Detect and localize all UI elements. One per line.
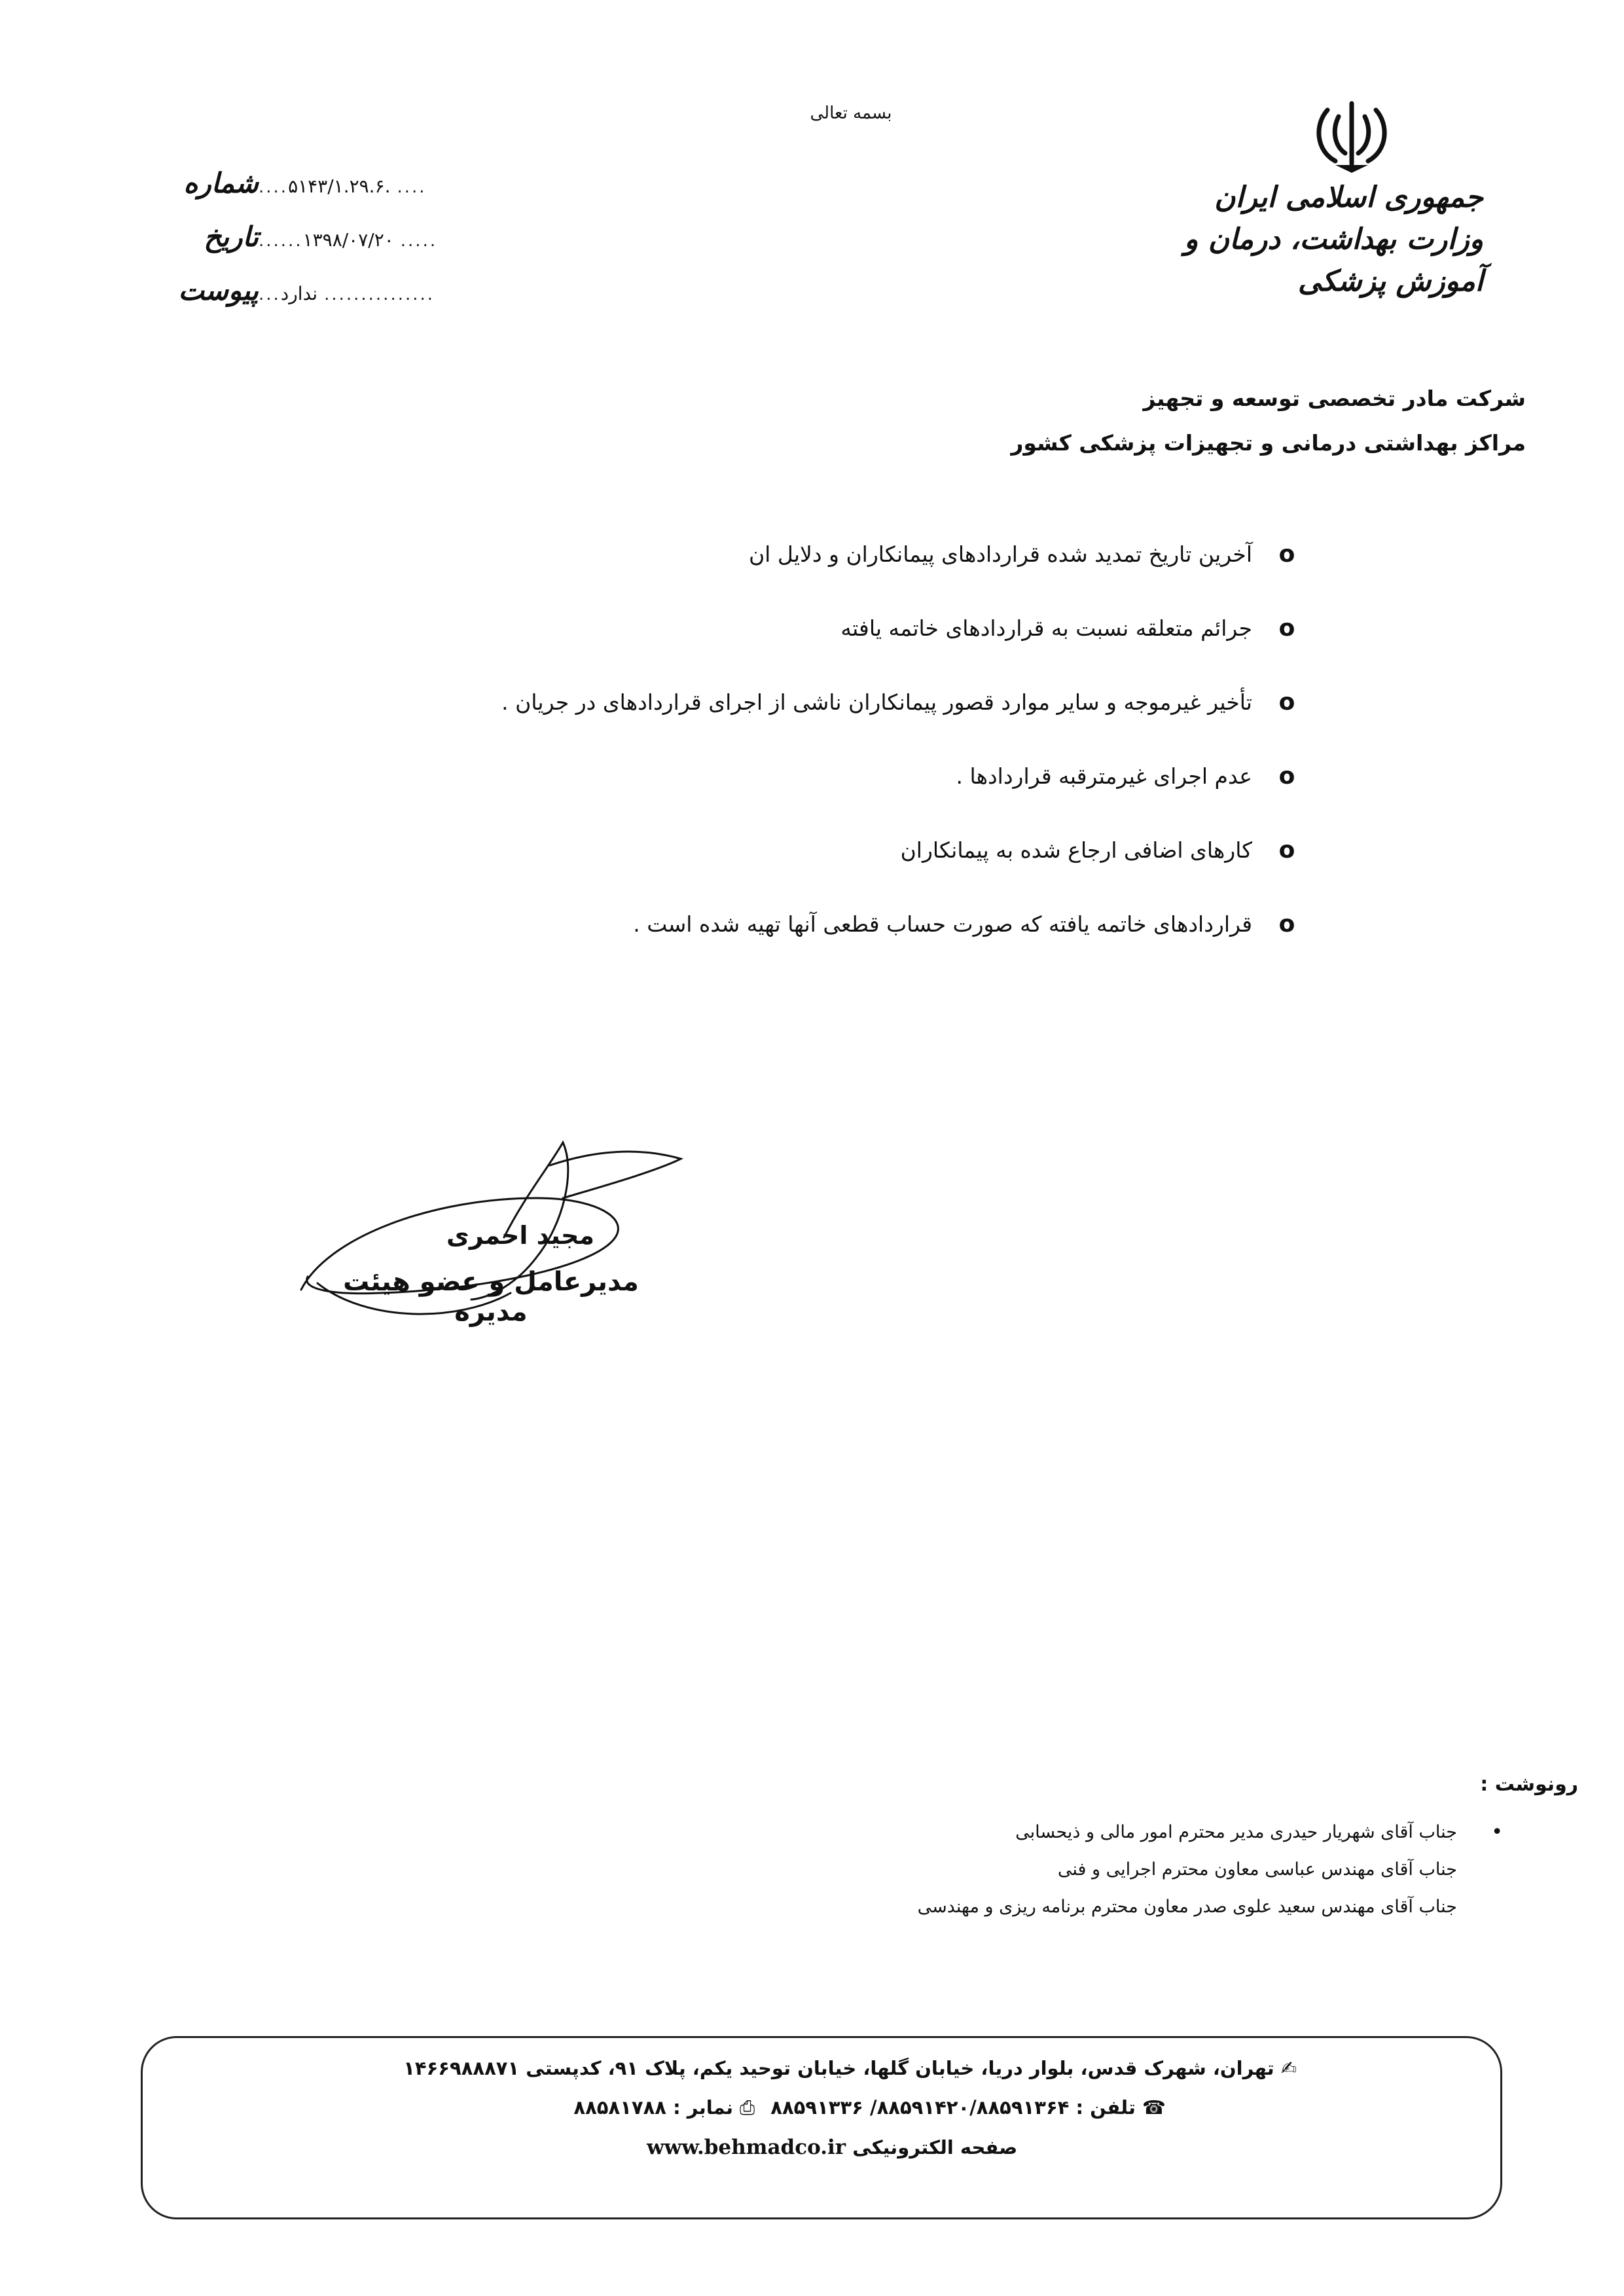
fax-value: ۸۸۵۸۱۷۸۸ — [573, 2096, 666, 2119]
address-text: تهران، شهرک قدس، بلوار دریا، خیابان گلها، خیابان توحید یکم، پلاک ۹۱، کدپستی ۱۴۶۶۹۸۸۸۷۱ — [403, 2057, 1274, 2079]
date-label: تاریخ — [204, 221, 259, 253]
list-item-text: قراردادهای خاتمه یافته که صورت حساب قطعی آنها تهیه شده است . — [633, 911, 1252, 937]
list-item — [367, 887, 1297, 961]
web-label: صفحه الکترونیکی — [852, 2136, 1018, 2159]
list-item-text: جرائم متعلقه نسبت به قراردادهای خاتمه یافته — [840, 615, 1252, 641]
phone-label: تلفن : — [1075, 2096, 1136, 2119]
ministry-letterhead — [1091, 177, 1483, 302]
copy-recipient-text: جناب آقای مهندس سعید علوی صدر معاون محترم برنامه ریزی و مهندسی — [917, 1897, 1457, 1917]
company-line-1: شرکت مادر تخصصی توسعه و تجهیز — [1143, 386, 1526, 411]
bullet-icon: o — [1278, 615, 1295, 642]
attachment-row — [170, 274, 458, 328]
dot-leader: .... — [259, 177, 289, 197]
list-item-text: تأخیر غیرموجه و سایر موارد قصور پیمانکاران ناشی از اجرای قراردادهای در جریان . — [501, 689, 1252, 715]
fax-label: نمابر : — [673, 2096, 733, 2119]
signatory-title: مدیرعامل و عضو هیئت مدیره — [343, 1267, 639, 1327]
copy-recipient — [672, 1888, 1457, 1925]
bullet-icon: o — [1278, 837, 1295, 864]
pen-icon: ✍ — [1280, 2057, 1297, 2079]
dot-leader: ............... — [324, 285, 435, 304]
gov-line-1: جمهوری اسلامی ایران — [1214, 181, 1483, 214]
list-item-text: کارهای اضافی ارجاع شده به پیمانکاران — [900, 837, 1252, 863]
list-item-text: آخرین تاریخ تمدید شده قراردادهای پیمانکاران و دلایل ان — [748, 541, 1252, 567]
website-link[interactable]: www.behmadco.ir — [647, 2136, 846, 2159]
date-value: ۱۳۹۸/۰۷/۲۰ — [302, 229, 394, 251]
copy-recipient — [672, 1813, 1503, 1851]
date-row — [170, 221, 458, 274]
list-item — [367, 739, 1297, 813]
list-item — [367, 591, 1297, 665]
footer-web — [628, 2136, 1017, 2159]
footer-phone — [573, 2096, 1166, 2119]
attachment-label: پیوست — [178, 274, 259, 306]
number-row — [170, 167, 458, 221]
copy-recipient — [672, 1851, 1457, 1888]
list-item — [367, 813, 1297, 887]
list-item-text: عدم اجرای غیرمترقبه قراردادها . — [956, 763, 1252, 789]
bullet-dot-icon: • — [1491, 1821, 1503, 1844]
dot-leader: ... — [259, 285, 281, 304]
signatory-name: مجید احمری — [446, 1221, 594, 1250]
bullet-icon: o — [1278, 763, 1295, 790]
copies-list — [672, 1813, 1503, 1925]
footer-address — [403, 2057, 1297, 2079]
basmala: بسمه تعالی — [810, 103, 892, 123]
number-value: ۵۱۴۳/۱.۲۹.۶. — [288, 175, 391, 197]
attachment-value: ندارد — [280, 283, 318, 304]
phone-value: ۸۸۵۹۱۴۲۰/۸۸۵۹۱۳۶۴/ ۸۸۵۹۱۳۳۶ — [770, 2096, 1070, 2119]
phone-icon: ☎ — [1142, 2096, 1166, 2119]
bullet-icon: o — [1278, 911, 1295, 938]
gov-line-2: وزارت بهداشت، درمان و آموزش پزشکی — [1184, 222, 1483, 298]
iran-emblem-icon — [1309, 98, 1394, 177]
copy-recipient-text: جناب آقای مهندس عباسی معاون محترم اجرایی و فنی — [1057, 1859, 1457, 1880]
copies-title: رونوشت : — [1480, 1773, 1578, 1796]
request-items-list — [367, 517, 1297, 961]
letter-meta — [170, 167, 458, 328]
dot-leader: ..... — [400, 231, 438, 251]
number-label: شماره — [183, 167, 259, 199]
company-heading — [937, 376, 1526, 465]
dot-leader: .... — [397, 177, 427, 197]
bullet-icon: o — [1278, 541, 1295, 568]
dot-leader: ...... — [259, 231, 303, 251]
bullet-icon: o — [1278, 689, 1295, 716]
copy-recipient-text: جناب آقای شهریار حیدری مدیر محترم امور مالی و ذیحسابی — [1015, 1822, 1457, 1842]
fax-icon: ⎙ — [739, 2096, 755, 2119]
company-line-2: مراکز بهداشتی درمانی و تجهیزات پزشکی کشور — [1011, 430, 1526, 456]
list-item — [367, 517, 1297, 591]
list-item — [367, 665, 1297, 739]
